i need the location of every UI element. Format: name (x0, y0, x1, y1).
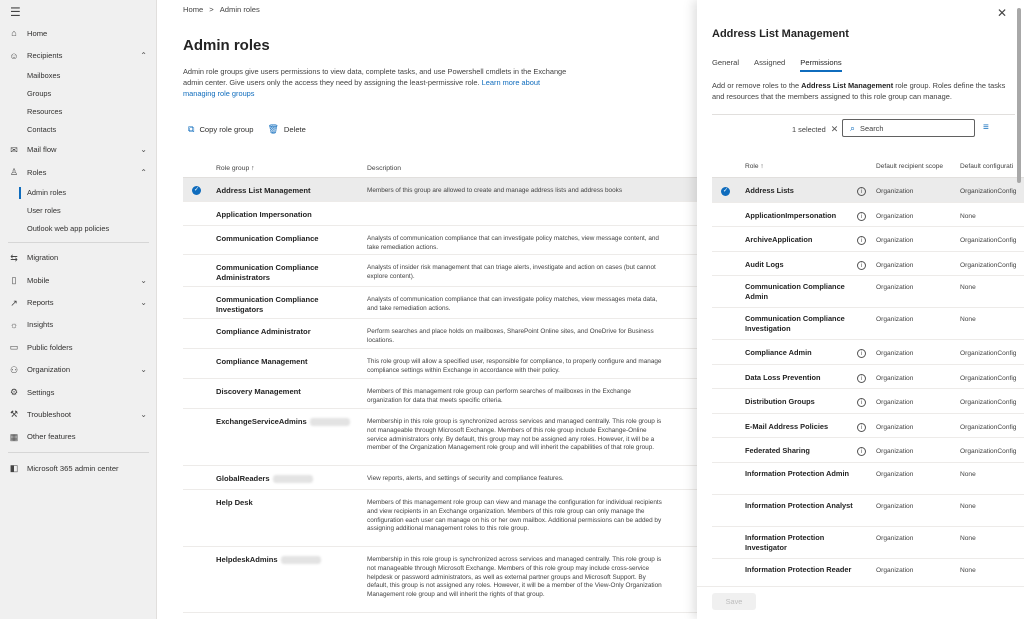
roles-icon: ♙ (9, 167, 19, 178)
default-recipient-scope: Organization (876, 566, 914, 574)
sidebar-item-other-features[interactable] (0, 426, 157, 448)
table-row[interactable] (183, 178, 697, 202)
checkmark-icon[interactable]: ✓ (722, 188, 729, 194)
table-row[interactable] (183, 379, 697, 409)
table-row[interactable] (183, 255, 697, 287)
table-row[interactable] (712, 252, 1024, 277)
role-group-name[interactable] (216, 263, 356, 283)
folder-icon: ▭ (9, 342, 19, 353)
page-intro (183, 66, 573, 99)
default-recipient-scope: Organization (876, 261, 914, 269)
sidebar-item-mobile[interactable] (0, 269, 157, 291)
redacted-blur (310, 418, 350, 426)
sidebar-item-microsoft-365-admin-center[interactable] (0, 457, 157, 479)
tab-general[interactable]: General (712, 58, 740, 67)
role-name: Data Loss Prevention (745, 372, 821, 382)
role-group-name-text: Compliance Management (216, 357, 308, 366)
table-row[interactable] (712, 276, 1024, 308)
migration-icon: ⇆ (10, 252, 18, 263)
table-row[interactable] (183, 409, 697, 466)
default-recipient-scope: Organization (876, 284, 914, 291)
copy-role-group-label: Copy role group (199, 125, 254, 134)
chevron-down-icon[interactable]: ⌄ (140, 275, 147, 285)
table-row[interactable] (712, 389, 1024, 414)
role-name: Communication Compliance Admin (745, 282, 845, 301)
role-group-name[interactable] (216, 498, 356, 508)
copy-role-group-button[interactable] (188, 124, 253, 135)
sidebar-subitem-outlook-web-app-policies[interactable] (0, 220, 157, 238)
breadcrumb-home[interactable]: Home (183, 5, 204, 14)
role-group-name[interactable] (216, 186, 356, 196)
redacted-blur (281, 556, 321, 564)
sidebar-item-label: Public folders (27, 342, 73, 352)
sidebar-item-troubleshoot[interactable] (0, 403, 157, 425)
sidebar-item-label: Recipients (27, 51, 63, 61)
role-group-description: Analysts of communication compliance that can investigate policy matches, view message content, and take remediation actions. (367, 235, 659, 251)
role-group-name-text: GlobalReaders (216, 474, 270, 483)
default-recipient-scope: Organization (876, 448, 914, 455)
sidebar-subitem-contacts[interactable] (0, 121, 157, 139)
role-name: Communication Compliance Investigation (745, 314, 845, 333)
gear-icon: ⚙ (9, 387, 19, 398)
table-row[interactable] (183, 490, 697, 547)
sidebar-item-reports[interactable] (0, 291, 157, 313)
role-group-name-text: Communication Compliance Investigators (216, 295, 319, 314)
chevron-down-icon[interactable]: ⌄ (140, 409, 147, 419)
role-name: Compliance Admin (745, 348, 812, 357)
default-configuration: None (960, 566, 976, 574)
checkmark-icon[interactable]: ✓ (193, 187, 200, 193)
delete-button[interactable] (267, 124, 305, 135)
page-intro-text: Admin role groups give users permissions to view data, complete tasks, and use Powershell cmdlets in the Exchange admin center. Give users only the access they need by assigning the least-permissive role. (183, 67, 567, 87)
sidebar-subitem-resources[interactable] (0, 103, 157, 121)
role-name: Information Protection Reader (745, 564, 852, 574)
sidebar-subitem-groups[interactable] (0, 85, 157, 103)
sidebar-item-label: Roles (27, 167, 47, 177)
role-group-name[interactable] (216, 387, 356, 397)
role-group-name-text: Application Impersonation (216, 210, 312, 219)
default-recipient-scope: Organization (876, 212, 914, 220)
sidebar-subitem-user-roles[interactable] (0, 202, 157, 220)
save-button[interactable]: Save (712, 593, 756, 610)
table-row[interactable] (712, 308, 1024, 340)
table-row[interactable] (712, 203, 1024, 228)
role-name: Information Protection Admin (745, 468, 850, 478)
search-icon: ⌕ (850, 122, 856, 133)
permissions-table (712, 156, 1024, 584)
column-header-description: Description (367, 165, 401, 172)
hamburger-menu-icon[interactable]: ☰ (10, 5, 21, 19)
table-row[interactable] (712, 414, 1024, 439)
default-configuration: OrganizationConfig (960, 261, 1017, 269)
info-icon[interactable]: i (857, 236, 866, 245)
sidebar-subitem-admin-roles[interactable] (0, 184, 157, 202)
role-group-name[interactable] (216, 417, 356, 427)
sidebar-item-roles[interactable] (0, 161, 157, 183)
sidebar-item-public-folders[interactable] (0, 336, 157, 358)
column-header-role-group[interactable]: Role group ↑ (216, 165, 255, 172)
wrench-icon: ⚒ (9, 409, 19, 420)
role-group-name[interactable] (216, 474, 356, 484)
sidebar-item-mail-flow[interactable] (0, 139, 157, 161)
default-recipient-scope: Organization (876, 399, 914, 406)
sidebar-item-label: Mail flow (27, 145, 57, 155)
role-group-description: Members of this group are allowed to create and manage address lists and address books (367, 187, 623, 194)
selection-count (792, 124, 838, 135)
column-header-scope: Default recipient scope (876, 163, 944, 170)
page-title: Admin roles (183, 37, 270, 54)
column-header-config: Default configurati (960, 163, 1014, 170)
default-configuration: OrganizationConfig (960, 448, 1017, 455)
trash-icon: 🗑 (267, 124, 279, 134)
sidebar-subitem-label: Outlook web app policies (27, 224, 110, 234)
sidebar-item-recipients[interactable] (0, 44, 157, 66)
role-group-description: Members of this management role group can perform searches of mailboxes in the Exchange organization for data that meets specific criteria. (367, 388, 631, 404)
role-name: Information Protection Investigator (745, 532, 825, 552)
default-recipient-scope: Organization (876, 502, 914, 510)
toolbar (188, 124, 306, 135)
role-name: E-Mail Address Policies (745, 421, 829, 431)
delete-label: Delete (283, 125, 306, 134)
info-icon[interactable]: i (857, 187, 866, 196)
table-row[interactable] (183, 226, 697, 255)
breadcrumb-current: Admin roles (219, 5, 260, 14)
default-recipient-scope: Organization (876, 316, 914, 323)
role-group-name-text: Help Desk (216, 498, 253, 507)
table-row[interactable] (183, 319, 697, 349)
role-group-name[interactable] (216, 210, 356, 220)
role-group-name-text: Discovery Management (216, 387, 301, 396)
role-group-description: View reports, alerts, and settings of security and compliance features. (367, 475, 564, 482)
sidebar-item-insights[interactable] (0, 314, 157, 336)
table-row[interactable] (712, 178, 1024, 203)
default-configuration: OrganizationConfig (960, 237, 1017, 244)
panel-tabs (712, 58, 842, 72)
default-configuration: OrganizationConfig (960, 399, 1017, 406)
info-icon[interactable]: i (857, 447, 866, 456)
sidebar-item-label: Insights (27, 320, 54, 330)
sidebar-subitem-label: Admin roles (27, 188, 67, 198)
permissions-body (712, 178, 1024, 584)
default-recipient-scope: Organization (876, 470, 914, 478)
default-recipient-scope: Organization (876, 350, 914, 357)
sidebar-item-label: Reports (27, 298, 54, 308)
sidebar-item-label: Mobile (27, 275, 50, 285)
info-icon[interactable]: i (857, 261, 866, 270)
role-group-name[interactable] (216, 357, 356, 367)
footer-divider (697, 586, 1024, 587)
nav-divider (8, 242, 149, 243)
nav-divider (8, 452, 149, 453)
sidebar-item-migration[interactable] (0, 247, 157, 269)
role-group-name[interactable] (216, 327, 356, 337)
panel-description (712, 80, 1012, 102)
table-row[interactable] (712, 340, 1024, 365)
learn-more-link[interactable]: Learn more about managing role groups (183, 78, 541, 98)
sidebar-subitem-label: User roles (27, 206, 61, 216)
tab-permissions[interactable]: Permissions (800, 58, 841, 72)
role-name: Audit Logs (745, 259, 784, 269)
chart-icon: ↗ (10, 297, 18, 308)
default-configuration: OrganizationConfig (960, 350, 1017, 357)
default-recipient-scope: Organization (876, 534, 914, 542)
permissions-header (712, 156, 1024, 178)
breadcrumb (183, 5, 260, 14)
chevron-down-icon[interactable]: ⌄ (140, 145, 147, 155)
panel-title: Address List Management (712, 28, 849, 40)
chevron-down-icon[interactable]: ⌄ (140, 298, 147, 308)
default-configuration: None (960, 502, 976, 510)
table-row[interactable] (183, 466, 697, 490)
main-content (157, 0, 697, 619)
role-group-name-text: Compliance Administrator (216, 327, 311, 336)
sidebar-subitem-label: Groups (27, 89, 52, 99)
sidebar-item-label: Troubleshoot (27, 409, 72, 419)
filter-icon[interactable]: ≡ (983, 122, 989, 133)
insights-icon: ☼ (9, 319, 19, 330)
sidebar-subitem-label: Resources (27, 107, 63, 117)
default-configuration: OrganizationConfig (960, 423, 1017, 431)
table-row[interactable] (183, 287, 697, 319)
close-icon[interactable]: ✕ (996, 6, 1007, 20)
sidebar-item-label: Microsoft 365 admin center (27, 463, 119, 473)
role-group-description: Membership in this role group is synchronized across services and managed centrally. This role group is not manageable through Microsoft Exchange. Members of this role group include Exchange-Online service administrators only. By default, this group may not be assigned any roles. However, it will be a member of the Organization Management role group and will inherit the capabilities of that role group. (367, 418, 662, 452)
role-name: ArchiveApplication (745, 235, 813, 244)
role-group-description: Perform searches and place holds on mailboxes, SharePoint Online sites, and OneDrive for Business locations. (367, 328, 654, 344)
table-row[interactable] (712, 527, 1024, 559)
default-configuration: None (960, 212, 976, 220)
details-panel (697, 0, 1024, 619)
role-name: Address Lists (745, 186, 794, 195)
table-row[interactable] (712, 365, 1024, 390)
role-group-name[interactable] (216, 234, 356, 244)
info-icon[interactable]: i (857, 423, 866, 432)
mail-icon: ✉ (10, 144, 18, 155)
search-input[interactable] (842, 119, 975, 137)
default-configuration: OrganizationConfig (960, 188, 1017, 195)
chevron-up-icon[interactable]: ⌃ (140, 51, 147, 61)
role-group-description: Membership in this role group is synchronized across services and managed centrally. This role group is not manageable through Microsoft Exchange. Members of this role group may include cross-service helpdesk or password administrators, as well as external partner groups and Microsoft Support. By default, this group is not assigned any roles. However, it will be a member of the View-Only Organization Management role group and will inherit the rights of that group. (367, 556, 662, 599)
left-navigation (0, 0, 157, 619)
role-group-description: Analysts of communication compliance that can investigate policy matches, view messages meta data, and take remediation actions. (367, 296, 658, 312)
role-group-name-text: ExchangeServiceAdmins (216, 417, 307, 426)
role-groups-body (183, 178, 697, 613)
selected-count-label: 1 selected (792, 125, 826, 134)
role-group-description: Analysts of insider risk management that can triage alerts, investigate and action on cases (but cannot explore content). (367, 264, 656, 280)
sidebar-item-label: Migration (27, 253, 59, 263)
home-icon: ⌂ (11, 28, 17, 39)
grid-icon: ▦ (9, 431, 19, 442)
sidebar-item-organization[interactable] (0, 359, 157, 381)
default-configuration: OrganizationConfig (960, 374, 1017, 382)
default-recipient-scope: Organization (876, 374, 914, 382)
office-icon: ◧ (9, 463, 19, 474)
breadcrumb-separator: > (209, 5, 214, 14)
info-icon[interactable]: i (857, 349, 866, 358)
org-icon: ⚇ (9, 364, 19, 375)
role-group-name-text: Communication Compliance (216, 234, 319, 243)
table-row[interactable] (712, 438, 1024, 463)
role-group-description: This role group will allow a specified user, responsible for compliance, to properly configure and manage compliance settings within Exchange in accordance with their policy. (367, 358, 662, 374)
table-row[interactable] (712, 463, 1024, 495)
divider (712, 114, 1015, 115)
default-recipient-scope: Organization (876, 237, 914, 244)
role-group-description: Members of this management role group can view and manage the configuration for individual recipients and view recipients in an Exchange organization. Members of this role group can only manage the configuration each user can manage on his or her own mailbox. Additional permissions can be added by assigning additional management roles to this role group. (367, 499, 662, 533)
role-group-name[interactable] (216, 555, 356, 565)
table-row[interactable] (183, 547, 697, 613)
person-icon: ☺ (9, 50, 19, 61)
sidebar-item-label: Settings (27, 387, 55, 397)
sidebar-subitem-mailboxes[interactable] (0, 67, 157, 85)
default-recipient-scope: Organization (876, 423, 914, 431)
info-icon[interactable]: i (857, 212, 866, 221)
role-groups-header (183, 160, 697, 178)
role-name: Federated Sharing (745, 446, 810, 455)
chevron-up-icon[interactable]: ⌃ (140, 167, 147, 177)
sidebar-item-label: Home (27, 28, 48, 38)
sidebar-item-label: Organization (27, 365, 71, 375)
default-recipient-scope: Organization (876, 188, 914, 195)
chevron-down-icon[interactable]: ⌄ (140, 365, 147, 375)
default-configuration: None (960, 470, 976, 478)
role-group-name-text: Address List Management (216, 186, 311, 195)
search-placeholder: Search (860, 123, 884, 133)
panel-desc-after: role group. Roles define the tasks and resources that the members assigned to this role group can manage. (712, 81, 1006, 101)
role-group-name[interactable] (216, 295, 356, 315)
table-row[interactable] (183, 202, 697, 226)
sidebar-item-label: Other features (27, 432, 76, 442)
role-name: ApplicationImpersonation (745, 210, 837, 220)
mobile-icon: ▯ (11, 275, 17, 286)
panel-scrollbar[interactable] (1017, 8, 1021, 183)
panel-desc-before: Add or remove roles to the (712, 81, 800, 90)
table-row[interactable] (712, 227, 1024, 252)
role-name: Distribution Groups (745, 397, 815, 406)
role-group-name-text: HelpdeskAdmins (216, 555, 278, 564)
column-header-role[interactable]: Role ↑ (745, 163, 764, 170)
table-row[interactable] (712, 559, 1024, 585)
role-groups-table (183, 160, 697, 613)
info-icon[interactable]: i (857, 374, 866, 383)
default-configuration: None (960, 284, 976, 291)
tab-assigned[interactable]: Assigned (754, 58, 786, 67)
sidebar-item-home[interactable] (0, 22, 157, 44)
sidebar-item-settings[interactable] (0, 381, 157, 403)
role-group-name-text: Communication Compliance Administrators (216, 263, 319, 282)
copy-icon: ⧉ (188, 124, 195, 134)
default-configuration: None (960, 316, 976, 323)
info-icon[interactable]: i (857, 398, 866, 407)
clear-selection-icon[interactable]: ✕ (830, 124, 839, 134)
redacted-blur (273, 475, 313, 483)
table-row[interactable] (712, 495, 1024, 527)
table-row[interactable] (183, 349, 697, 379)
sidebar-subitem-label: Contacts (27, 125, 57, 135)
sidebar-subitem-label: Mailboxes (27, 71, 61, 81)
default-configuration: None (960, 534, 976, 542)
role-name: Information Protection Analyst (745, 500, 853, 510)
nav-list (0, 22, 157, 479)
panel-desc-group-name: Address List Management (801, 81, 894, 90)
